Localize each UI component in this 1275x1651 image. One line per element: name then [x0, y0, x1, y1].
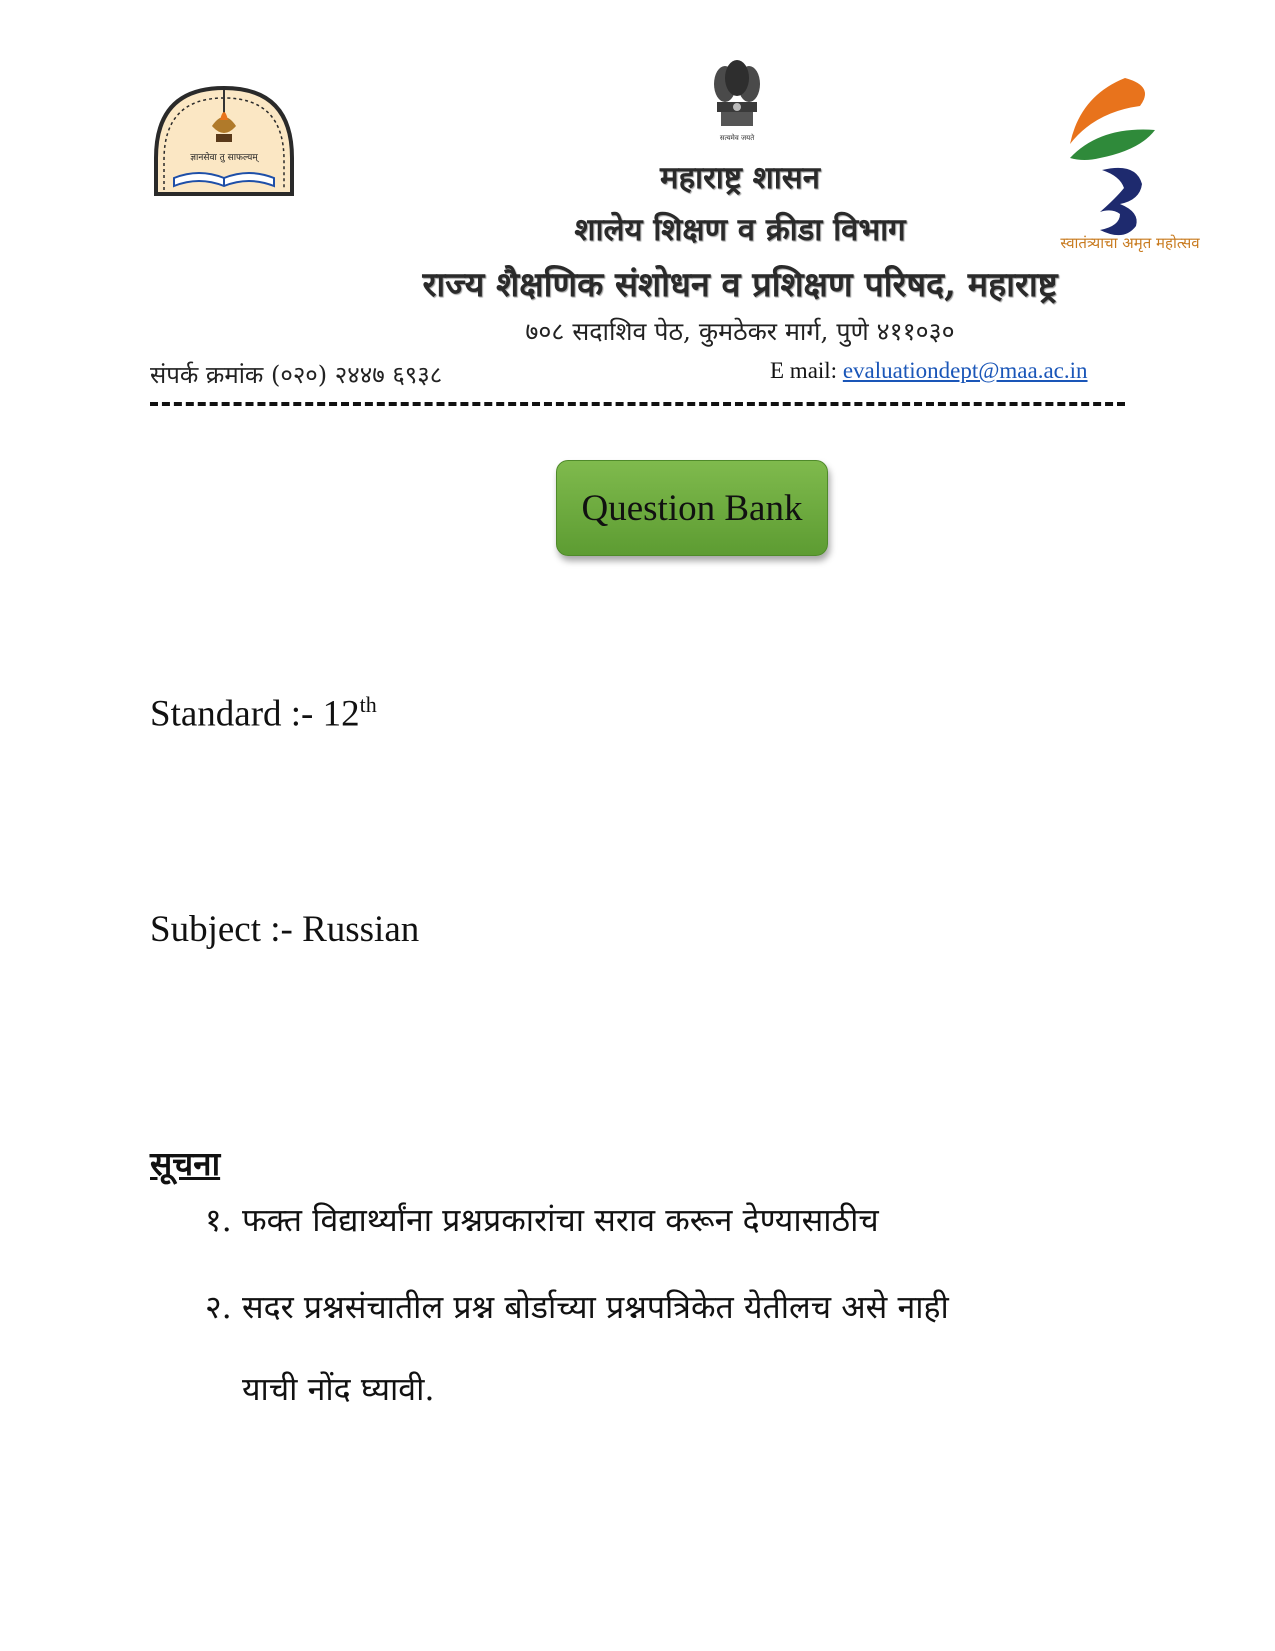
email-line — [770, 358, 1088, 384]
subject-line: Subject :- Russian — [150, 909, 420, 950]
question-bank-badge — [556, 460, 828, 556]
standard-label: Standard :- 12 — [150, 693, 360, 735]
header-address: ७०८ सदाशिव पेठ, कुमठेकर मार्ग, पुणे ४११०३० — [525, 317, 955, 346]
header-govt-name: महाराष्ट्र शासन — [660, 160, 820, 196]
note-item-1: १. फक्त विद्यार्थ्यांना प्रश्नप्रकारांचा सराव करून देण्यासाठीच — [205, 1201, 879, 1239]
scert-logo — [150, 82, 298, 204]
standard-suffix: th — [359, 692, 377, 717]
notes-heading: सूचना — [150, 1144, 221, 1183]
header-council: राज्य शैक्षणिक संशोधन व प्रशिक्षण परिषद, महाराष्ट्र — [422, 265, 1058, 305]
scert-motto: ज्ञानसेवा तु साफल्यम् — [190, 153, 258, 163]
dashed-divider — [150, 402, 1125, 406]
question-bank-label: Question Bank — [581, 487, 803, 529]
note-item-2-continued: याची नोंद घ्यावी. — [242, 1370, 435, 1408]
azadi-caption: स्वातंत्र्याचा अमृत महोत्सव — [1060, 234, 1200, 252]
email-label: E mail: — [770, 358, 843, 383]
email-link[interactable]: evaluationdept@maa.ac.in — [842, 358, 1088, 383]
note-item-2: २. सदर प्रश्नसंचातील प्रश्न बोर्डाच्या प्रश्नपत्रिकेत येतीलच असे नाही — [205, 1288, 949, 1326]
emblem-motto: सत्यमेव जयते — [719, 134, 755, 142]
header-department: शालेय शिक्षण व क्रीडा विभाग — [574, 212, 906, 248]
contact-number: संपर्क क्रमांक (०२०) २४४७ ६९३८ — [150, 361, 443, 389]
standard-line — [150, 692, 377, 735]
national-emblem-logo — [705, 56, 769, 148]
